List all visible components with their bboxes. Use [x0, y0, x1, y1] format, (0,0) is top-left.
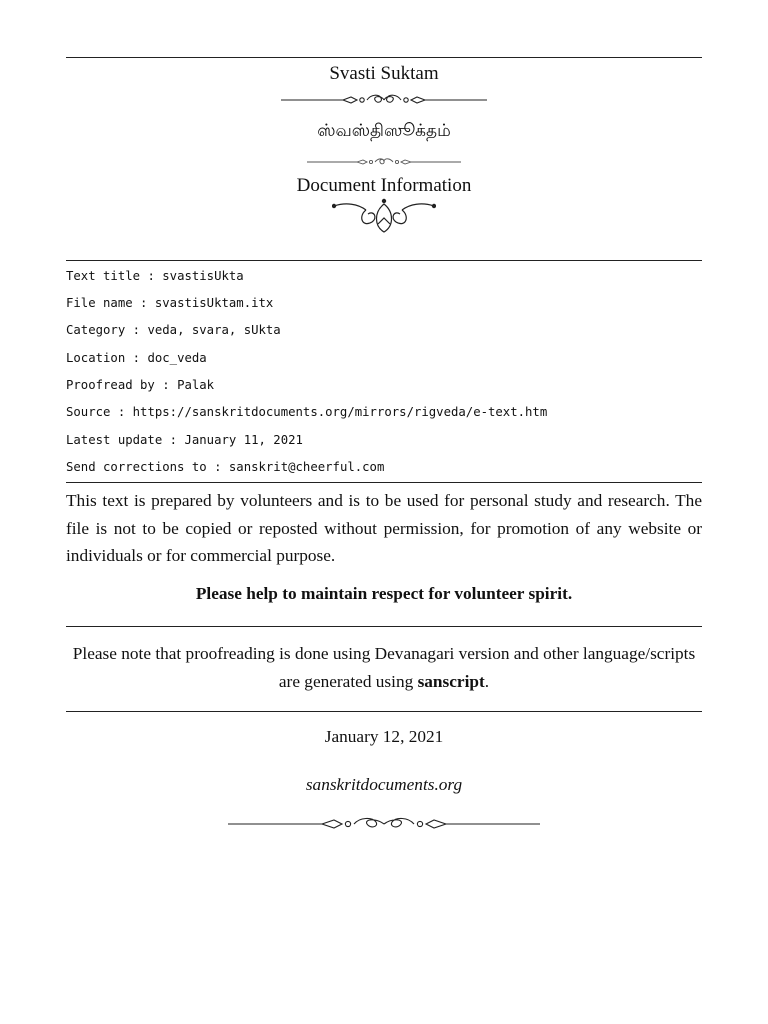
proofreading-suffix: .: [484, 671, 490, 691]
meta-send-corrections: Send corrections to : sanskrit@cheerful.com: [66, 460, 385, 474]
title-ornament: [66, 92, 702, 108]
proofreading-line-2: [66, 668, 702, 696]
note-bottom-rule: [66, 711, 702, 712]
meta-text-title: Text title : svastisUkta: [66, 269, 244, 283]
meta-label: Location: [66, 351, 126, 365]
meta-label: Text title: [66, 269, 141, 283]
proofreading-note: [66, 640, 702, 695]
metadata-top-rule: [66, 260, 702, 261]
footer-date: January 12, 2021: [324, 727, 444, 746]
corrections-email-link[interactable]: sanskrit@cheerful.com: [228, 460, 385, 474]
meta-label: Category: [66, 323, 126, 337]
meta-latest-update: Latest update : January 11, 2021: [66, 433, 303, 447]
volunteer-appeal: Please help to maintain respect for volunteer spirit.: [195, 584, 573, 603]
source-link[interactable]: https://sanskritdocuments.org/mirrors/rigveda/e-text.htm: [132, 405, 548, 419]
meta-value: svastisUktam.itx: [154, 296, 274, 310]
footer-ornament: [66, 815, 702, 833]
meta-value: veda, svara, sUkta: [147, 323, 281, 337]
top-rule: [66, 57, 702, 58]
divider-ornament: [66, 156, 702, 168]
meta-value: January 11, 2021: [184, 433, 303, 447]
proofreading-line-1: Please note that proofreading is done using Devanagari version and other language/scripts: [72, 644, 696, 663]
meta-category: Category : veda, svara, sUkta: [66, 323, 281, 337]
notice-bottom-rule: [66, 626, 702, 627]
meta-source: Source : https://sanskritdocuments.org/mirrors/rigveda/e-text.htm: [66, 405, 548, 419]
meta-location: Location : doc_veda: [66, 351, 207, 365]
tamil-title: ஸ்வஸ்திஸூக்தம்: [317, 121, 451, 141]
proofreading-prefix: are generated using: [278, 671, 418, 691]
sanscript-label: sanscript: [417, 671, 485, 691]
meta-label: Source: [66, 405, 111, 419]
meta-value: Palak: [177, 378, 215, 392]
flourish-ornament: [66, 198, 702, 236]
meta-label: Proofread by: [66, 378, 155, 392]
meta-label: File name: [66, 296, 133, 310]
meta-proofread-by: Proofread by : Palak: [66, 378, 215, 392]
section-title: Document Information: [296, 175, 472, 196]
meta-file-name: File name : svastisUktam.itx: [66, 296, 274, 310]
meta-label: Latest update: [66, 433, 163, 447]
meta-value: svastisUkta: [162, 269, 244, 283]
metadata-bottom-rule: [66, 482, 702, 483]
footer-site[interactable]: sanskritdocuments.org: [305, 775, 463, 794]
meta-value: doc_veda: [147, 351, 207, 365]
notice-paragraph: This text is prepared by volunteers and is to be used for personal study and research. The file is not to be copied or reposted without permission, for promotion of any website or individuals or for commercial purpose.: [66, 491, 702, 565]
page-title: Svasti Suktam: [329, 63, 439, 84]
meta-label: Send corrections to: [66, 460, 207, 474]
